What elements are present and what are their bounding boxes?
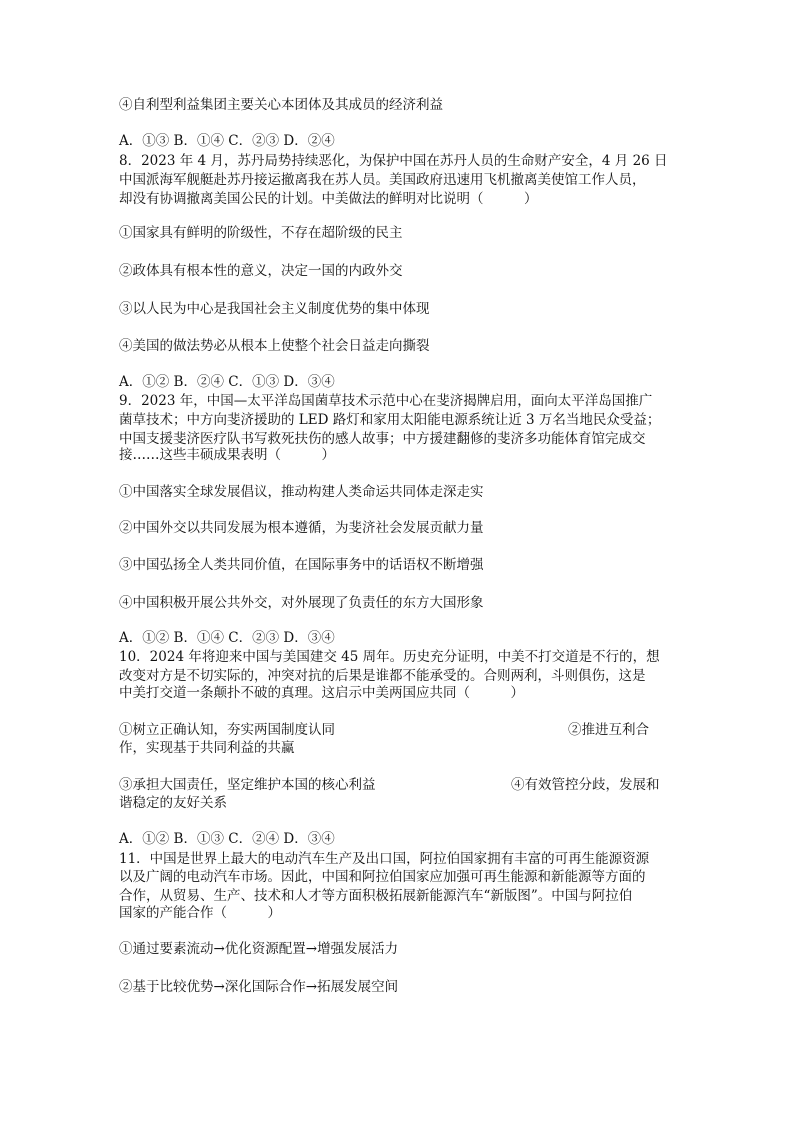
q9-stem-line-1: 9．2023 年，中国—太平洋岛国菌草技术示范中心在斐济揭牌启用，面向太平洋岛国推广 [119,393,653,409]
q11-option-1: ①通过要素流动→优化资源配置→增强发展活力 [119,941,399,957]
q7-option-4: ④自利型利益集团主要关心本团体及其成员的经济利益 [119,97,443,113]
q8-stem-line-1: 8．2023 年 4 月，苏丹局势持续恶化，为保护中国在苏丹人员的生命财产安全，4 月 26 日 [119,153,668,169]
q11-option-2: ②基于比较优势→深化国际合作→拓展发展空间 [119,979,399,995]
q9-option-4: ④中国积极开展公共外交，对外展现了负责任的东方大国形象 [119,595,484,611]
q8-option-3: ③以人民为中心是我国社会主义制度优势的集中体现 [119,301,430,317]
q8-stem-line-3: 却没有协调撤离美国公民的计划。中美做法的鲜明对比说明（ ） [119,191,538,207]
q9-option-3: ③中国弘扬全人类共同价值，在国际事务中的话语权不断增强 [119,557,484,573]
q11-stem-line-2: 以及广阔的电动汽车市场。因此，中国和阿拉伯国家应加强可再生能源和新能源等方面的 [119,869,646,885]
q11-stem-line-1: 11．中国是世界上最大的电动汽车生产及出口国，阿拉伯国家拥有丰富的可再生能源资源 [119,851,650,867]
q10-stem-line-1: 10．2024 年将迎来中国与美国建交 45 周年。历史充分证明，中美不打交道是不行的，想 [119,649,660,665]
q10-answer-choices: A．①② B．①③ C．②④ D．③④ [119,831,335,847]
q10-stem-line-3: 中美打交道一条颠扑不破的真理。这启示中美两国应共同（ ） [119,685,524,701]
q8-option-1: ①国家具有鲜明的阶级性，不存在超阶级的民主 [119,225,403,241]
q9-answer-choices: A．①② B．①④ C．②③ D．③④ [119,630,335,646]
q8-stem-line-2: 中国派海军舰艇赴苏丹接运撤离我在苏人员。美国政府迅速用飞机撤离美使馆工作人员， [119,172,646,188]
q10-option-3: ③承担大国责任，坚定维护本国的核心利益 [119,777,376,793]
q11-stem-line-4: 国家的产能合作（ ） [119,905,281,921]
q9-stem-line-4: 接……这些丰硕成果表明（ ） [119,447,335,463]
q9-option-1: ①中国落实全球发展倡议，推动构建人类命运共同体走深走实 [119,484,484,500]
q9-option-2: ②中国外交以共同发展为根本遵循，为斐济社会发展贡献力量 [119,520,484,536]
q10-option-2-start: ②推进互利合 [568,722,649,738]
q10-option-1: ①树立正确认知，夯实两国制度认同 [119,722,335,738]
q9-stem-line-2: 菌草技术；中方向斐济援助的 LED 路灯和家用太阳能电源系统让近 3 万名当地民众受益； [119,412,661,428]
q10-option-4-start: ④有效管控分歧，发展和 [511,777,660,793]
q11-stem-line-3: 合作，从贸易、生产、技术和人才等方面积极拓展新能源汽车“新版图”。中国与阿拉伯 [119,888,633,904]
q8-option-2: ②政体具有根本性的意义，决定一国的内政外交 [119,263,403,279]
q9-stem-line-3: 中国支援斐济医疗队书写救死扶伤的感人故事；中方援建翻修的斐济多功能体育馆完成交 [119,431,646,447]
q8-option-4: ④美国的做法势必从根本上使整个社会日益走向撕裂 [119,338,430,354]
q7-answer-choices: A．①③ B．①④ C．②③ D．②④ [119,133,335,149]
q10-stem-line-2: 改变对方是不切实际的，冲突对抗的后果是谁都不能承受的。合则两利，斗则俱伤，这是 [119,668,646,684]
q10-option-2-end: 作，实现基于共同利益的共赢 [119,740,295,756]
q10-option-4-end: 谐稳定的友好关系 [119,795,227,811]
q8-answer-choices: A．①② B．②④ C．①③ D．③④ [119,374,335,390]
